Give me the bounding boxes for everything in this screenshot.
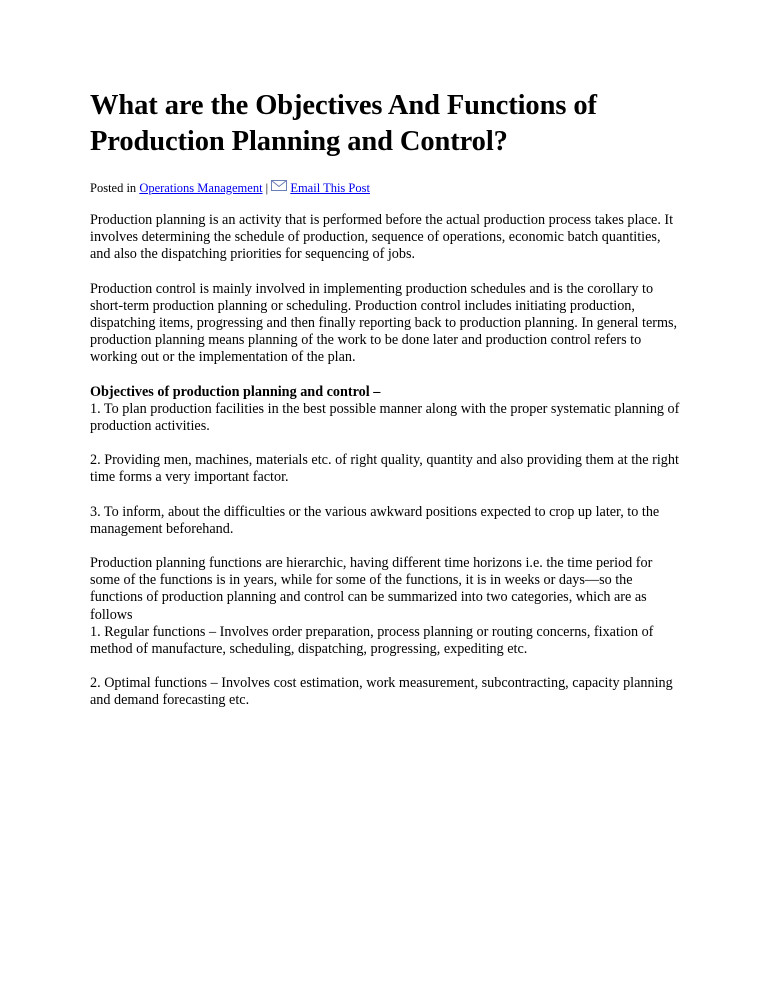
objective-item-2: 2. Providing men, machines, materials etc. of right quality, quantity and also providing them at the right time forms a very important factor. <box>90 452 679 486</box>
objective-item-1: 1. To plan production facilities in the best possible manner along with the proper systematic planning of production activities. <box>90 400 680 435</box>
post-meta <box>90 180 680 196</box>
page-title: What are the Objectives And Functions of Production Planning and Control? <box>90 90 597 157</box>
function-item-regular: 1. Regular functions – Involves order preparation, process planning or routing concerns, fixation of method of manufacture, scheduling, dispatching, progressing, expediting etc. <box>90 623 654 658</box>
posted-in-label: Posted in <box>90 181 137 195</box>
functions-intro: Production planning functions are hierarchic, having different time horizons i.e. the time period for some of the functions is in years, while for some of the functions, it is in weeks or days—so the functions of production planning and control can be summarized into two categories, which are as follows <box>90 555 653 623</box>
intro-paragraph: Production planning is an activity that is performed before the actual production process takes place. It involves determining the schedule of production, sequence of operations, economic batch quantities, and also the dispatching priorities for sequencing of jobs. <box>90 212 674 263</box>
objectives-heading: Objectives of production planning and control – <box>90 383 381 400</box>
email-this-post-link[interactable]: Email This Post <box>290 181 370 195</box>
objective-item-3: 3. To inform, about the difficulties or the various awkward positions expected to crop up later, to the management beforehand. <box>90 503 660 537</box>
control-paragraph: Production control is mainly involved in implementing production schedules and is the corollary to short-term production planning or scheduling. Production control includes initiating production, dispatching items, progressing and then finally reporting back to production planning. In general terms, production planning means planning of the work to be done later and production control refers to working out or the implementation of the plan. <box>90 280 678 366</box>
meta-separator: | <box>265 181 269 195</box>
article <box>90 88 680 710</box>
function-item-optimal: 2. Optimal functions – Involves cost estimation, work measurement, subcontracting, capacity planning and demand forecasting etc. <box>90 675 673 709</box>
category-link[interactable]: Operations Management <box>139 181 263 195</box>
envelope-icon[interactable] <box>271 180 287 191</box>
